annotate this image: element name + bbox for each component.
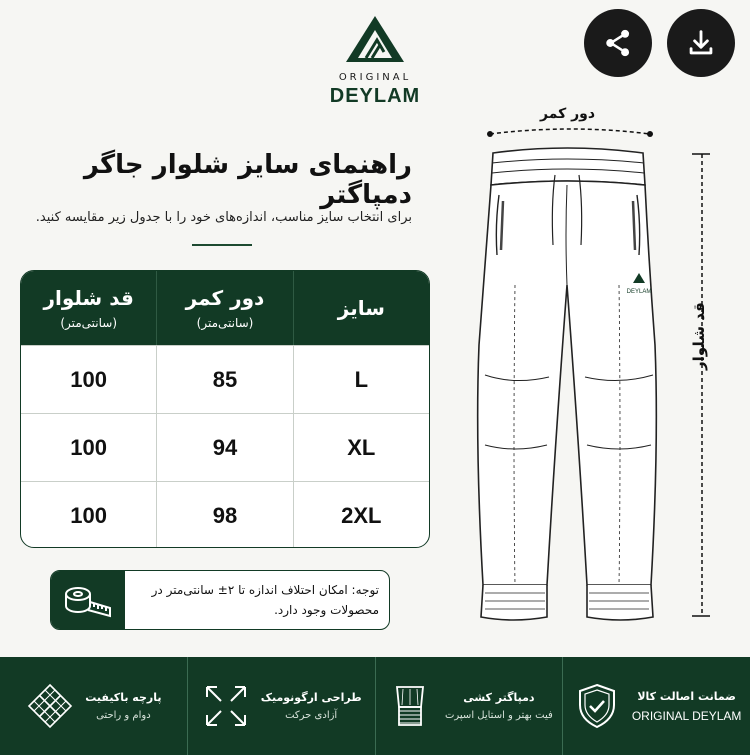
cell-size: 2XL xyxy=(293,482,429,548)
page-subtitle: برای انتخاب سایز مناسب، اندازه‌های خود را با جدول زیر مقایسه کنید. xyxy=(35,210,412,225)
brand-name: DEYLAM xyxy=(329,85,421,107)
header-length-label: قد شلوار xyxy=(43,286,134,310)
pants-brand-mark: DEYLAM xyxy=(626,289,652,295)
brand-original-text: ORIGINAL xyxy=(338,72,412,83)
fabric-weave-icon xyxy=(25,681,75,731)
feature-cuff xyxy=(375,657,563,755)
shield-check-icon xyxy=(572,681,622,731)
cell-size: L xyxy=(293,346,429,413)
header-length-unit: (سانتی‌متر) xyxy=(60,316,118,330)
size-table-header xyxy=(21,271,429,345)
features-footer xyxy=(0,657,750,755)
title-divider xyxy=(192,244,252,246)
cuff-icon xyxy=(385,681,435,731)
size-table xyxy=(20,270,430,548)
feature-fabric xyxy=(0,657,187,755)
cell-waist: 85 xyxy=(156,346,292,413)
header-waist xyxy=(156,271,292,345)
header-waist-label: دور کمر xyxy=(185,286,265,310)
download-button[interactable] xyxy=(667,9,735,77)
share-button[interactable] xyxy=(584,9,652,77)
feature-sub: آزادی حرکت xyxy=(285,710,338,721)
header-waist-unit: (سانتی‌متر) xyxy=(196,316,254,330)
feature-title: طراحی ارگونومیک xyxy=(260,691,362,704)
cell-length: 100 xyxy=(70,366,108,392)
measuring-tape-icon xyxy=(62,580,114,620)
waist-label: دور کمر xyxy=(540,106,596,122)
feature-title: ضمانت اصالت کالا xyxy=(637,689,736,703)
cell-waist: 98 xyxy=(156,482,292,548)
header-size xyxy=(293,271,429,345)
brand-logo-mark xyxy=(344,14,406,64)
feature-sub: دوام و راحتی xyxy=(96,710,151,721)
feature-sub: ORIGINAL DEYLAM xyxy=(631,708,742,723)
feature-title: پارچه باکیفیت xyxy=(85,691,162,704)
brand-logo xyxy=(300,14,450,108)
arrows-expand-icon xyxy=(201,681,251,731)
share-icon xyxy=(601,26,635,60)
cell-length: 100 xyxy=(70,502,108,528)
note-text: توجه: امکان احتلاف اندازه تا ۲± سانتی‌متر در محصولات وجود دارد. xyxy=(151,583,379,617)
header-size-label: سایز xyxy=(337,296,385,320)
length-label: قد شلوار xyxy=(690,302,708,370)
feature-authenticity xyxy=(562,657,750,755)
feature-sub: فیت بهتر و استایل اسپرت xyxy=(444,710,553,721)
cell-size: XL xyxy=(293,414,429,481)
note-icon-box xyxy=(51,571,125,629)
table-row xyxy=(21,413,429,481)
table-row xyxy=(21,481,429,548)
header-length xyxy=(21,271,156,345)
page-title: راهنمای سایز شلوار جاگر دمپاگتر xyxy=(83,150,412,210)
feature-title: دمپاگتر کشی xyxy=(463,691,535,704)
feature-ergonomic xyxy=(187,657,375,755)
table-row xyxy=(21,345,429,413)
cell-waist: 94 xyxy=(156,414,292,481)
cell-length: 100 xyxy=(70,434,108,460)
download-icon xyxy=(684,26,718,60)
tolerance-note xyxy=(50,570,390,630)
pants-illustration xyxy=(455,145,680,625)
